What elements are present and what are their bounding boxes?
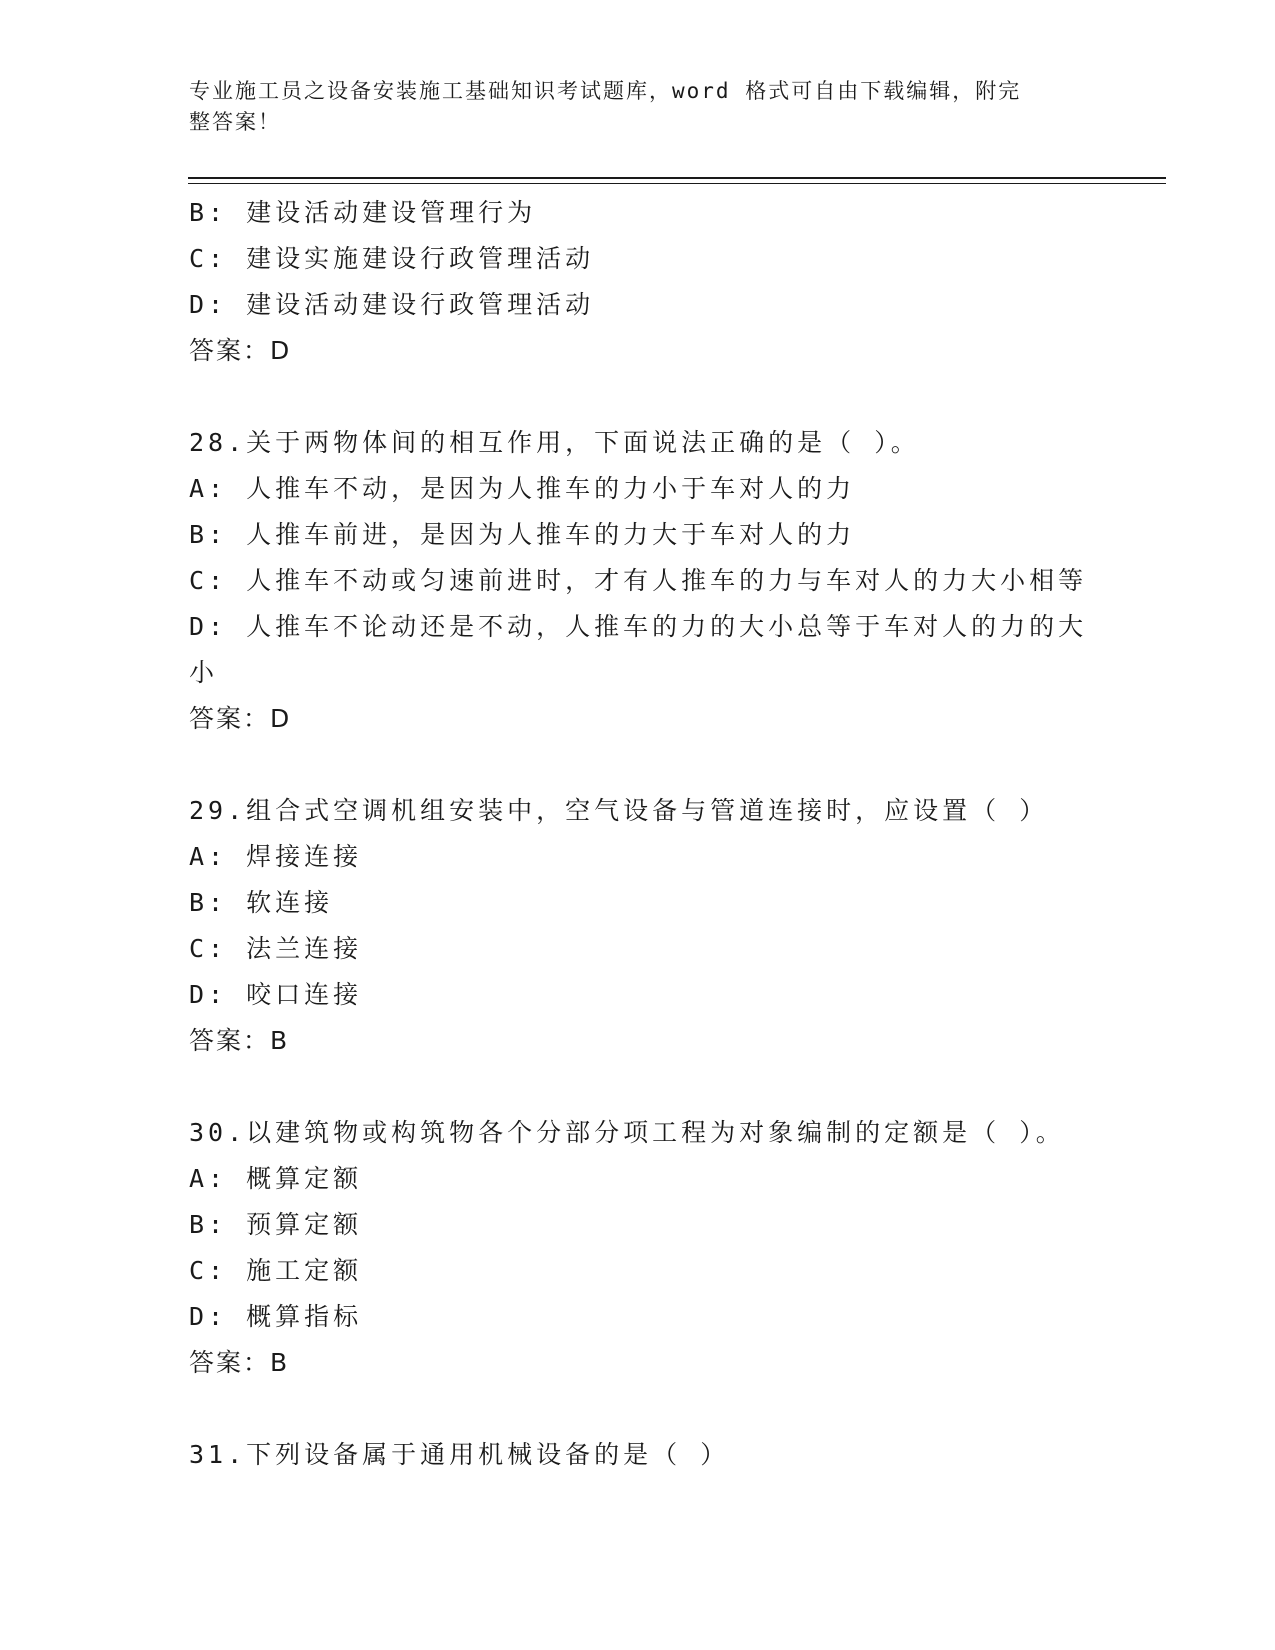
option-c: C: 建设实施建设行政管理活动 bbox=[189, 244, 595, 273]
option-d: D: 建设活动建设行政管理活动 bbox=[189, 290, 595, 319]
header-title-line-2: 整答案！ bbox=[189, 110, 281, 134]
option-b: B: 软连接 bbox=[189, 888, 334, 917]
question-block-30 bbox=[189, 1110, 1089, 1386]
option-d: D: 咬口连接 bbox=[189, 980, 363, 1009]
option-d-continuation: 小 bbox=[189, 658, 219, 687]
option-b: B: 人推车前进，是因为人推车的力大于车对人的力 bbox=[189, 520, 856, 549]
block-spacer bbox=[189, 1386, 1089, 1432]
option-b: B: 建设活动建设管理行为 bbox=[189, 198, 537, 227]
question-block-27 bbox=[189, 190, 1089, 374]
option-a: A: 焊接连接 bbox=[189, 842, 363, 871]
answer-text: 答案：B bbox=[189, 1348, 290, 1377]
question-text: 30.以建筑物或构筑物各个分部分项工程为对象编制的定额是（ ）。 bbox=[189, 1118, 1065, 1147]
question-list bbox=[189, 190, 1089, 1478]
answer-text: 答案：D bbox=[189, 336, 292, 365]
option-b: B: 预算定额 bbox=[189, 1210, 363, 1239]
header-divider-thick bbox=[188, 177, 1166, 179]
question-text: 31.下列设备属于通用机械设备的是（ ） bbox=[189, 1440, 730, 1469]
option-a: A: 概算定额 bbox=[189, 1164, 363, 1193]
option-d: D: 人推车不论动还是不动，人推车的力的大小总等于车对人的力的大 bbox=[189, 612, 1088, 641]
question-block-29 bbox=[189, 788, 1089, 1064]
block-spacer bbox=[189, 374, 1089, 420]
header-title-line-1: 专业施工员之设备安装施工基础知识考试题库，word 格式可自由下载编辑，附完 bbox=[189, 79, 1022, 103]
option-c: C: 人推车不动或匀速前进时，才有人推车的力与车对人的力大小相等 bbox=[189, 566, 1088, 595]
option-a: A: 人推车不动，是因为人推车的力小于车对人的力 bbox=[189, 474, 856, 503]
option-c: C: 法兰连接 bbox=[189, 934, 363, 963]
block-spacer bbox=[189, 1064, 1089, 1110]
block-spacer bbox=[189, 742, 1089, 788]
answer-text: 答案：B bbox=[189, 1026, 290, 1055]
document-header bbox=[189, 76, 1069, 138]
option-d: D: 概算指标 bbox=[189, 1302, 363, 1331]
question-text: 28.关于两物体间的相互作用，下面说法正确的是（ ）。 bbox=[189, 428, 920, 457]
question-block-31 bbox=[189, 1432, 1089, 1478]
header-divider-thin bbox=[188, 183, 1166, 184]
question-text: 29.组合式空调机组安装中，空气设备与管道连接时，应设置（ ） bbox=[189, 796, 1049, 825]
option-c: C: 施工定额 bbox=[189, 1256, 363, 1285]
answer-text: 答案：D bbox=[189, 704, 292, 733]
question-block-28 bbox=[189, 420, 1089, 742]
